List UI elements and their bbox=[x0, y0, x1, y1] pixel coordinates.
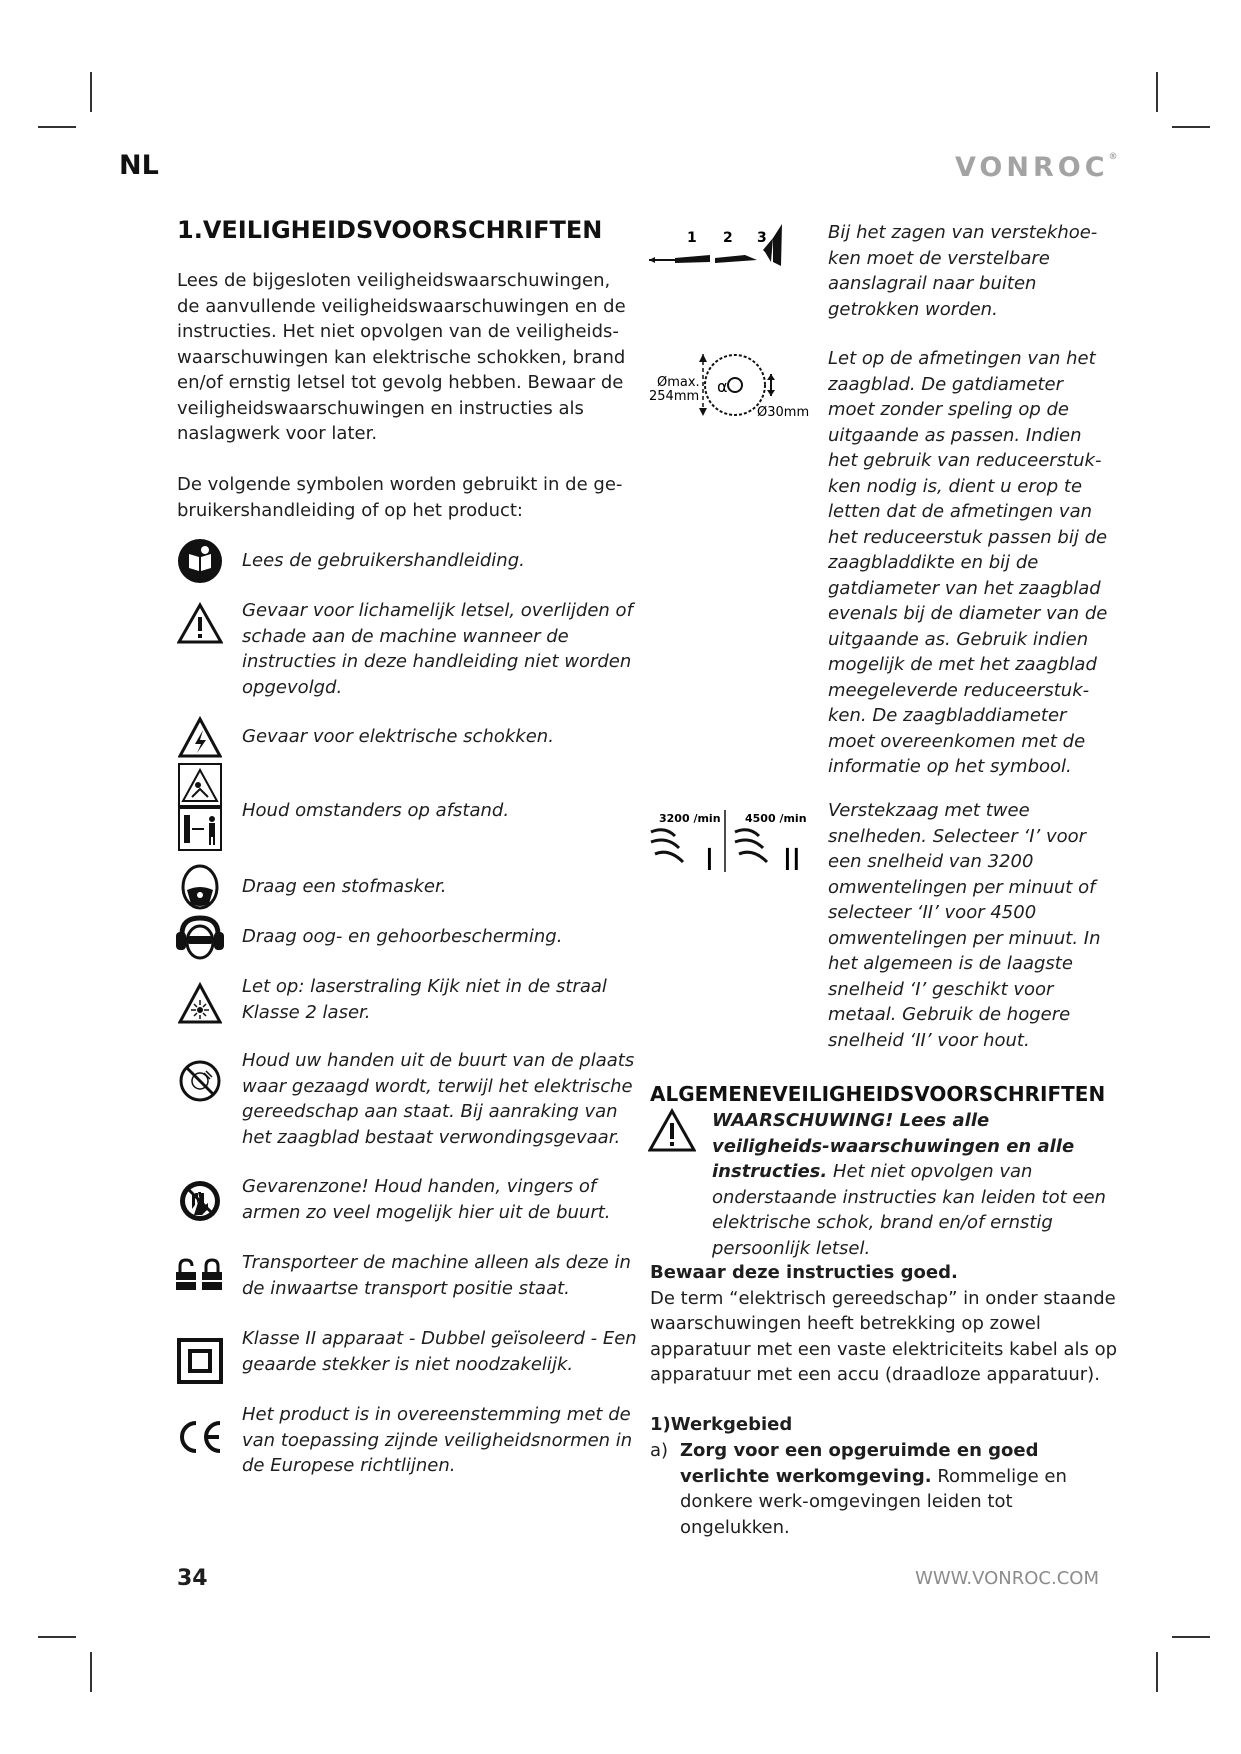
section-heading: 1)Werkgebied bbox=[650, 1414, 793, 1435]
danger-zone-hand-icon bbox=[175, 1176, 225, 1226]
symbols-intro: De volgende symbolen worden gebruikt in de ge-bruikershandleiding of op het product: bbox=[177, 474, 623, 521]
warning-bold: WAARSCHUWING! Lees alle veiligheids-waarschuwingen en alle instructies. bbox=[712, 1110, 1075, 1182]
dust-mask-icon bbox=[175, 862, 225, 912]
bystanders-distance-icon bbox=[175, 762, 225, 852]
crop-mark bbox=[38, 126, 76, 128]
general-safety-heading: ALGEMENEVEILIGHEIDSVOORSCHRIFTEN bbox=[650, 1082, 1106, 1106]
crop-mark bbox=[38, 1636, 76, 1638]
language-code: NL bbox=[119, 150, 159, 181]
crop-mark bbox=[1172, 1636, 1210, 1638]
symbol-text: Houd omstanders op afstand. bbox=[242, 800, 510, 821]
symbol-text: Draag een stofmasker. bbox=[242, 876, 447, 897]
laser-warning-icon bbox=[175, 978, 225, 1028]
symbol-text: Lees de gebruikershandleiding. bbox=[242, 550, 525, 571]
fence-label-3: 3 bbox=[757, 230, 767, 246]
fence-label-1: 1 bbox=[687, 230, 697, 246]
symbol-text: Gevaar voor lichamelijk letsel, overlijden of schade aan de machine wanneer de instructies in deze handleiding niet worden opgevolgd. bbox=[242, 600, 633, 698]
fence-adjustment-icon bbox=[645, 222, 815, 282]
list-item bbox=[650, 1438, 1120, 1540]
hands-away-blade-icon bbox=[175, 1056, 225, 1106]
speed-label-2: 4500 /min bbox=[745, 812, 807, 825]
eye-ear-protection-icon bbox=[175, 912, 225, 962]
blade-bore-label: Ø30mm bbox=[757, 405, 810, 420]
crop-mark bbox=[1156, 1652, 1158, 1692]
symbol-text: Houd uw handen uit de buurt van de plaats waar gezaagd wordt, terwijl het elektrische gereedschap aan staat. Bij aanraking van het zaagblad bestaat verwondingsgevaar. bbox=[242, 1050, 635, 1148]
speed-mark-1: I bbox=[705, 843, 714, 878]
speed-selection-icon bbox=[645, 806, 815, 878]
symbol-text: Let op: laserstraling Kijk niet in de straal Klasse 2 laser. bbox=[242, 976, 607, 1023]
electric-shock-icon bbox=[175, 712, 225, 762]
warning-paragraph bbox=[712, 1108, 1112, 1261]
brand-logo: VONROC® bbox=[955, 152, 1118, 183]
keep-instructions-paragraph bbox=[650, 1260, 1120, 1388]
blade-max-value: 254mm bbox=[649, 389, 700, 404]
symbol-text: Klasse II apparaat - Dubbel geïsoleerd - Een geaarde stekker is niet noodzakelijk. bbox=[242, 1328, 637, 1375]
item-a-text: Rommelige en donkere werk-omgevingen leiden tot ongelukken. bbox=[680, 1465, 1067, 1538]
warning-rest: Het niet opvolgen van onderstaande instructies kan leiden tot een elektrische schok, brand en/of ernstig persoonlijk letsel. bbox=[712, 1161, 1106, 1259]
ce-mark-icon bbox=[175, 1412, 225, 1462]
transport-lock-icon bbox=[175, 1252, 225, 1298]
read-manual-icon bbox=[175, 536, 225, 586]
page-number: 34 bbox=[177, 1566, 208, 1591]
speed-mark-2: II bbox=[783, 843, 801, 878]
crop-mark bbox=[90, 1652, 92, 1692]
intro-paragraph: Lees de bijgesloten veiligheidswaarschuwingen, de aanvullende veiligheidswaarschuwingen en de instructies. Het niet opvolgen van de veiligheids-waarschuwingen kan elektrische schokken, brand en/of ernstig letsel tot gevolg hebben. Bewaar de veiligheidswaarschuwingen en instructies als naslagwerk voor later. bbox=[177, 270, 626, 444]
speed-label-1: 3200 /min bbox=[659, 812, 721, 825]
crop-mark bbox=[90, 72, 92, 112]
fence-text: Bij het zagen van verstekhoe-ken moet de verstelbare aanslagrail naar buiten getrokken worden. bbox=[828, 222, 1098, 320]
keep-bold: Bewaar deze instructies goed. bbox=[650, 1262, 958, 1283]
fence-label-2: 2 bbox=[723, 230, 733, 246]
website-url: WWW.VONROC.COM bbox=[915, 1568, 1099, 1589]
item-a-bold: Zorg voor een opgeruimde en goed verlichte werkomgeving. bbox=[680, 1440, 1039, 1487]
keep-text: De term “elektrisch gereedschap” in onder staande waarschuwingen heeft betrekking op zowel apparatuur met een vaste elektriciteits kabel als op apparatuur met een accu (draadloze apparatuur). bbox=[650, 1287, 1118, 1385]
crop-mark bbox=[1172, 126, 1210, 128]
blade-text: Let op de afmetingen van het zaagblad. De gatdiameter moet zonder speling op de uitgaande as passen. Indien het gebruik van reduceerstuk-ken nodig is, dient u erop te letten dat de afmetingen van het reduceerstuk passen bij de zaagbladdikte en bij de gatdiameter van het zaagblad evenals bij de diameter van de uitgaande as. Gebruik indien mogelijk de met het zaagblad meegeleverde reduceerstuk-ken. De zaagbladdiameter moet overeenkomen met de informatie op het symbool. bbox=[828, 348, 1108, 777]
blade-alpha-label: α bbox=[717, 377, 728, 396]
speed-text: Verstekzaag met twee snelheden. Selecteer ‘I’ voor een snelheid van 3200 omwentelingen per minuut of selecteer ‘II’ voor 4500 omwentelingen per minuut. In het algemeen is de laagste snelheid ‘I’ geschikt voor metaal. Gebruik de hogere snelheid ‘II’ voor hout. bbox=[828, 800, 1101, 1051]
crop-mark bbox=[1156, 72, 1158, 112]
blade-max-label: Ømax. bbox=[657, 375, 700, 390]
symbol-text: Draag oog- en gehoorbescherming. bbox=[242, 926, 563, 947]
list-marker: a) bbox=[650, 1440, 669, 1461]
symbol-text: Transporteer de machine alleen als deze in de inwaartse transport positie staat. bbox=[242, 1252, 631, 1299]
warning-triangle-icon bbox=[648, 1108, 696, 1156]
symbol-text: Gevaar voor elektrische schokken. bbox=[242, 726, 554, 747]
symbol-text: Het product is in overeenstemming met de van toepassing zijnde veiligheidsnormen in de Europese richtlijnen. bbox=[242, 1404, 633, 1476]
warning-triangle-icon bbox=[175, 598, 225, 648]
symbol-text: Gevarenzone! Houd handen, vingers of armen zo veel mogelijk hier uit de buurt. bbox=[242, 1176, 611, 1223]
blade-dimension-icon bbox=[645, 350, 815, 430]
page-title: 1.VEILIGHEIDSVOORSCHRIFTEN bbox=[177, 216, 603, 244]
class-ii-icon bbox=[175, 1336, 225, 1386]
